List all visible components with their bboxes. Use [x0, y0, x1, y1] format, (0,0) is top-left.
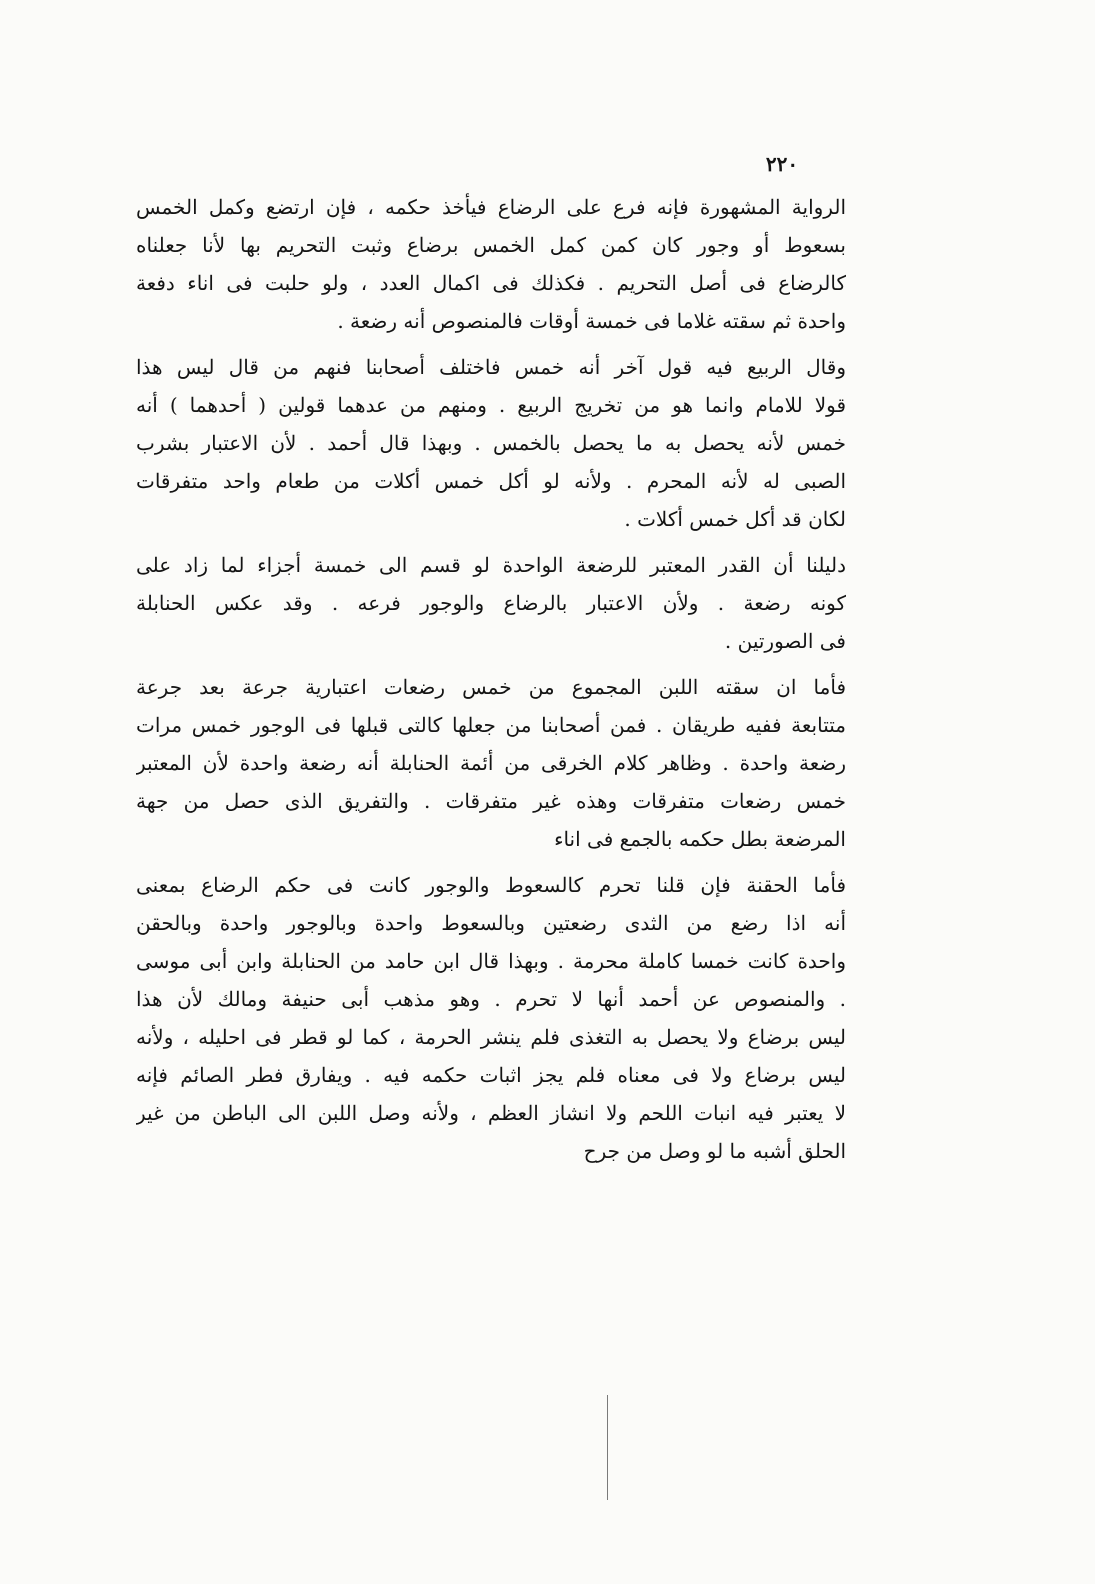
text-line: واحدة ثم سقته غلاما فى خمسة أوقات فالمنصوص أنه رضعة . [337, 309, 846, 333]
text-line: لكان قد أكل خمس أكلات . [624, 507, 846, 531]
paragraph-3 [136, 546, 846, 660]
margin-rule [607, 1395, 608, 1500]
text-line: الرواية المشهورة فإنه فرع على الرضاع فيأخذ حكمه ، فإن ارتضع وكمل الخمس [136, 195, 846, 219]
text-line: فى الصورتين . [724, 629, 846, 653]
text-line: الحلق أشبه ما لو وصل من جرح [583, 1139, 846, 1163]
page-body [136, 188, 846, 1178]
text-line: ليس برضاع ولا يحصل به التغذى فلم ينشر الحرمة ، كما لو قطر فى احليله ، ولأنه [136, 1025, 846, 1049]
text-line: رضعة واحدة . وظاهر كلام الخرقى من أئمة الحنابلة أنه رضعة واحدة لأن المعتبر [136, 751, 846, 775]
paragraph-2 [136, 348, 846, 538]
paragraph-4 [136, 668, 846, 858]
text-line: فأما ان سقته اللبن المجموع من خمس رضعات اعتبارية جرعة بعد جرعة [136, 675, 846, 699]
text-line: أنه اذا رضع من الثدى رضعتين وبالسعوط واحدة وبالوجور واحدة وبالحقن [136, 911, 846, 935]
text-line: متتابعة ففيه طريقان . فمن أصحابنا من جعلها كالتى قبلها فى الوجور خمس مرات [136, 713, 846, 737]
text-line: ليس برضاع ولا فى معناه فلم يجز اثبات حكمه فيه . ويفارق فطر الصائم فإنه [136, 1063, 846, 1087]
text-line: واحدة كانت خمسا كاملة محرمة . وبهذا قال ابن حامد من الحنابلة وابن أبى موسى [136, 949, 846, 973]
text-line: . والمنصوص عن أحمد أنها لا تحرم . وهو مذهب أبى حنيفة ومالك لأن هذا [136, 987, 846, 1011]
text-line: قولا للامام وانما هو من تخريج الربيع . ومنهم من عدهما قولين ( أحدهما ) أنه [136, 393, 846, 417]
text-line: فأما الحقنة فإن قلنا تحرم كالسعوط والوجور كانت فى حكم الرضاع بمعنى [136, 873, 846, 897]
text-line: بسعوط أو وجور كان كمن كمل الخمس برضاع وثبت التحريم بها لأنا جعلناه [136, 233, 846, 257]
page-number: ٢٢٠ [765, 152, 799, 176]
text-line: الصبى له لأنه المحرم . ولأنه لو أكل خمس أكلات من طعام واحد متفرقات [136, 469, 846, 493]
paragraph-5 [136, 866, 846, 1170]
text-line: دليلنا أن القدر المعتبر للرضعة الواحدة لو قسم الى خمسة أجزاء لما زاد على [136, 553, 846, 577]
text-line: خمس لأنه يحصل به ما يحصل بالخمس . وبهذا قال أحمد . لأن الاعتبار بشرب [136, 431, 846, 455]
text-line: كالرضاع فى أصل التحريم . فكذلك فى اكمال العدد ، ولو حلبت فى اناء دفعة [136, 271, 846, 295]
text-line: المرضعة بطل حكمه بالجمع فى اناء [554, 827, 846, 851]
text-line: لا يعتبر فيه انبات اللحم ولا انشاز العظم ، ولأنه وصل اللبن الى الباطن من غير [136, 1101, 846, 1125]
text-line: خمس رضعات متفرقات وهذه غير متفرقات . والتفريق الذى حصل من جهة [136, 789, 846, 813]
text-line: وقال الربيع فيه قول آخر أنه خمس فاختلف أصحابنا فنهم من قال ليس هذا [136, 355, 846, 379]
paragraph-1 [136, 188, 846, 340]
text-line: كونه رضعة . ولأن الاعتبار بالرضاع والوجور فرعه . وقد عكس الحنابلة [136, 591, 846, 615]
